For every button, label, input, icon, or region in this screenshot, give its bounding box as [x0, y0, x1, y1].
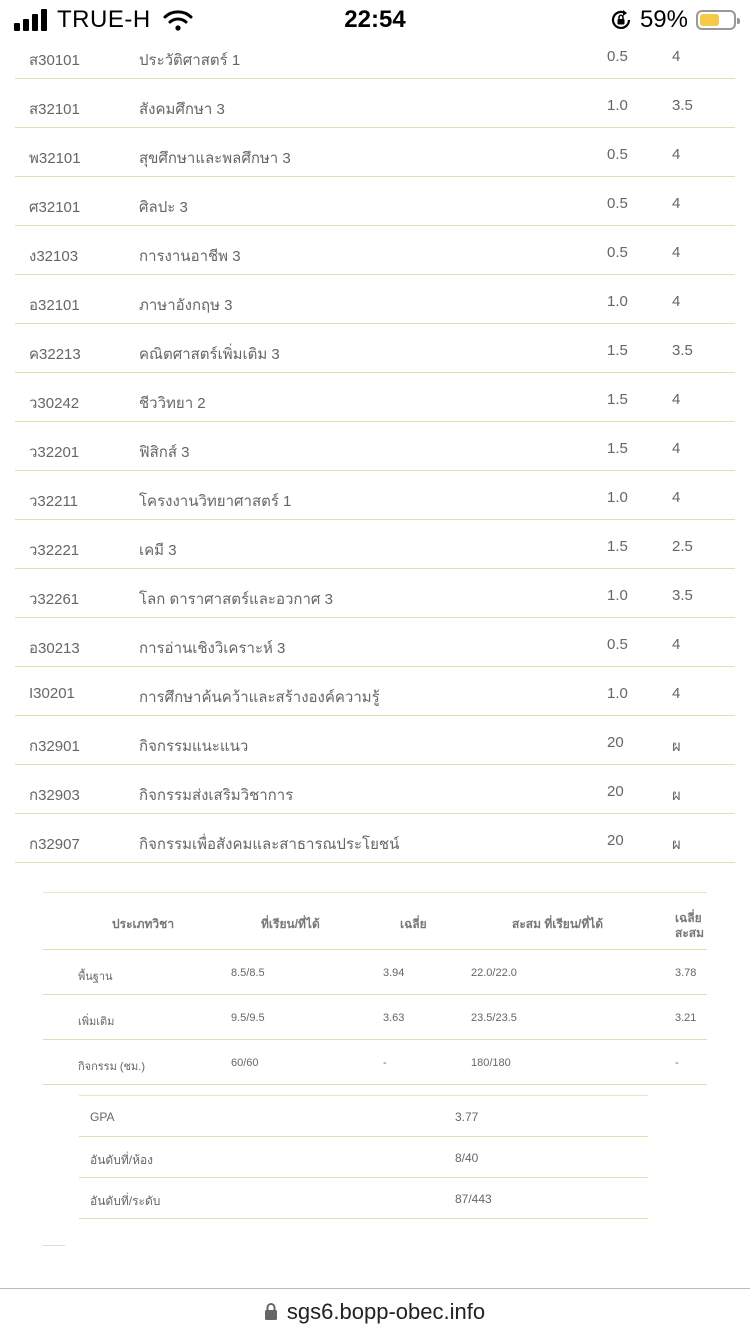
course-code: ง32103 [29, 248, 79, 265]
course-name: ชีววิทยา 2 [139, 395, 206, 412]
course-code: พ32101 [29, 150, 81, 167]
gpa-value: 8/40 [455, 1151, 479, 1165]
course-grade: 4 [672, 636, 681, 653]
gpa-label: อันดับที่/ระดับ [90, 1194, 161, 1208]
course-grade: 4 [672, 146, 681, 163]
course-code: ก32907 [29, 836, 80, 853]
header-cum-avg-line2: สะสม [675, 926, 705, 940]
course-code: ว32221 [29, 542, 80, 559]
gpa-table [79, 1095, 648, 1219]
course-name: การศึกษาค้นคว้าและสร้างองค์ความรู้ [139, 689, 380, 706]
rotation-lock-icon [610, 9, 632, 31]
summary-type: เพิ่มเติม [78, 1016, 115, 1028]
course-row [15, 618, 735, 667]
course-credit: 1.5 [607, 538, 628, 555]
course-row [15, 667, 735, 716]
carrier-name: TRUE-H [57, 6, 151, 33]
summary-type: พื้นฐาน [78, 971, 113, 983]
summary-studied: 9.5/9.5 [231, 1012, 265, 1024]
course-grade: 4 [672, 391, 681, 408]
course-row [15, 569, 735, 618]
course-credit: 20 [607, 783, 624, 800]
summary-cum-average: - [675, 1057, 679, 1069]
course-grade: 3.5 [672, 342, 693, 359]
course-grade: 4 [672, 489, 681, 506]
course-credit: 0.5 [607, 244, 628, 261]
course-name: ประวัติศาสตร์ 1 [139, 52, 241, 69]
summary-average: 3.94 [383, 967, 405, 979]
course-row [15, 716, 735, 765]
course-code: อ30213 [29, 640, 80, 657]
course-name: กิจกรรมเพื่อสังคมและสาธารณประโยชน์ [139, 836, 400, 853]
summary-table [43, 892, 707, 1085]
course-code: ศ32101 [29, 199, 81, 216]
course-credit: 1.5 [607, 391, 628, 408]
summary-cum-average: 3.78 [675, 967, 697, 979]
summary-row [43, 1040, 707, 1085]
course-code: ส32101 [29, 101, 80, 118]
course-credit: 20 [607, 832, 624, 849]
url-text[interactable]: sgs6.bopp-obec.info [286, 1299, 486, 1324]
course-row [15, 177, 735, 226]
course-name: เคมี 3 [139, 542, 177, 559]
course-grade: 4 [672, 48, 681, 65]
course-credit: 0.5 [607, 146, 628, 163]
header-cumulative: สะสม ที่เรียน/ที่ได้ [512, 917, 604, 931]
summary-studied: 60/60 [231, 1057, 259, 1069]
course-row [15, 128, 735, 177]
course-row [15, 226, 735, 275]
course-credit: 1.0 [607, 685, 628, 702]
summary-average: - [383, 1057, 387, 1069]
course-grade: 4 [672, 440, 681, 457]
course-credit: 1.5 [607, 342, 628, 359]
course-name: สุขศึกษาและพลศึกษา 3 [139, 150, 291, 167]
course-credit: 1.0 [607, 97, 628, 114]
summary-row [43, 995, 707, 1040]
gpa-value: 87/443 [455, 1192, 492, 1206]
gpa-value: 3.77 [455, 1110, 479, 1124]
header-cum-avg-line1: เฉลี่ย [675, 911, 702, 925]
course-name: การอ่านเชิงวิเคราะห์ 3 [139, 640, 286, 657]
course-row [15, 765, 735, 814]
gpa-row [79, 1178, 648, 1219]
battery-percentage: 59% [639, 6, 688, 33]
course-credit: 0.5 [607, 636, 628, 653]
course-grade: 4 [672, 244, 681, 261]
course-name: กิจกรรมแนะแนว [139, 738, 249, 755]
gpa-label: GPA [90, 1110, 115, 1124]
course-code: ว32261 [29, 591, 80, 608]
header-studied: ที่เรียน/ที่ได้ [261, 917, 320, 931]
course-credit: 20 [607, 734, 624, 751]
course-name: ฟิสิกส์ 3 [139, 444, 190, 461]
course-credit: 1.0 [607, 293, 628, 310]
battery-icon [696, 10, 736, 30]
course-grade: 2.5 [672, 538, 693, 555]
clock: 22:54 [344, 6, 406, 33]
course-grade: ผ [672, 836, 681, 853]
course-credit: 0.5 [607, 48, 628, 65]
lock-icon [265, 1303, 277, 1320]
course-name: กิจกรรมส่งเสริมวิชาการ [139, 787, 294, 804]
summary-cum-average: 3.21 [675, 1012, 697, 1024]
divider [43, 1245, 65, 1246]
course-credit: 1.5 [607, 440, 628, 457]
course-name: การงานอาชีพ 3 [139, 248, 241, 265]
course-row [15, 814, 735, 863]
status-bar [0, 0, 750, 40]
course-grade: 4 [672, 195, 681, 212]
battery-level [700, 14, 719, 26]
course-code: ก32901 [29, 738, 80, 755]
course-name: คณิตศาสตร์เพิ่มเติม 3 [139, 346, 280, 363]
course-row [15, 520, 735, 569]
summary-studied: 8.5/8.5 [231, 967, 265, 979]
course-credit: 1.0 [607, 489, 628, 506]
course-table [15, 30, 735, 863]
course-name: ศิลปะ 3 [139, 199, 188, 216]
gpa-label: อันดับที่/ห้อง [90, 1153, 154, 1167]
course-code: ว32211 [29, 493, 79, 510]
course-code: ว30242 [29, 395, 80, 412]
summary-cumulative: 23.5/23.5 [471, 1012, 517, 1024]
course-code: I30201 [29, 685, 75, 702]
course-row [15, 275, 735, 324]
course-row [15, 422, 735, 471]
summary-header-row [43, 893, 707, 950]
course-code: ว32201 [29, 444, 80, 461]
summary-average: 3.63 [383, 1012, 405, 1024]
course-code: ค32213 [29, 346, 81, 363]
course-code: ส30101 [29, 52, 80, 69]
course-code: อ32101 [29, 297, 80, 314]
gpa-row [79, 1137, 648, 1178]
course-name: โครงงานวิทยาศาสตร์ 1 [139, 493, 292, 510]
course-grade: ผ [672, 738, 681, 755]
course-grade: 3.5 [672, 587, 693, 604]
summary-type: กิจกรรม (ชม.) [78, 1061, 145, 1073]
browser-url-bar[interactable] [0, 1288, 750, 1335]
header-average: เฉลี่ย [400, 917, 427, 931]
gpa-row [79, 1096, 648, 1137]
course-credit: 0.5 [607, 195, 628, 212]
course-credit: 1.0 [607, 587, 628, 604]
course-name: โลก ดาราศาสตร์และอวกาศ 3 [139, 591, 333, 608]
course-row [15, 373, 735, 422]
course-row [15, 79, 735, 128]
course-code: ก32903 [29, 787, 80, 804]
course-row [15, 324, 735, 373]
header-subject-type: ประเภทวิชา [112, 917, 175, 931]
summary-cumulative: 180/180 [471, 1057, 511, 1069]
summary-cumulative: 22.0/22.0 [471, 967, 517, 979]
course-row [15, 471, 735, 520]
summary-row [43, 950, 707, 995]
course-grade: 3.5 [672, 97, 693, 114]
course-grade: ผ [672, 787, 681, 804]
course-grade: 4 [672, 685, 681, 702]
course-grade: 4 [672, 293, 681, 310]
course-name: ภาษาอังกฤษ 3 [139, 297, 233, 314]
course-name: สังคมศึกษา 3 [139, 101, 225, 118]
